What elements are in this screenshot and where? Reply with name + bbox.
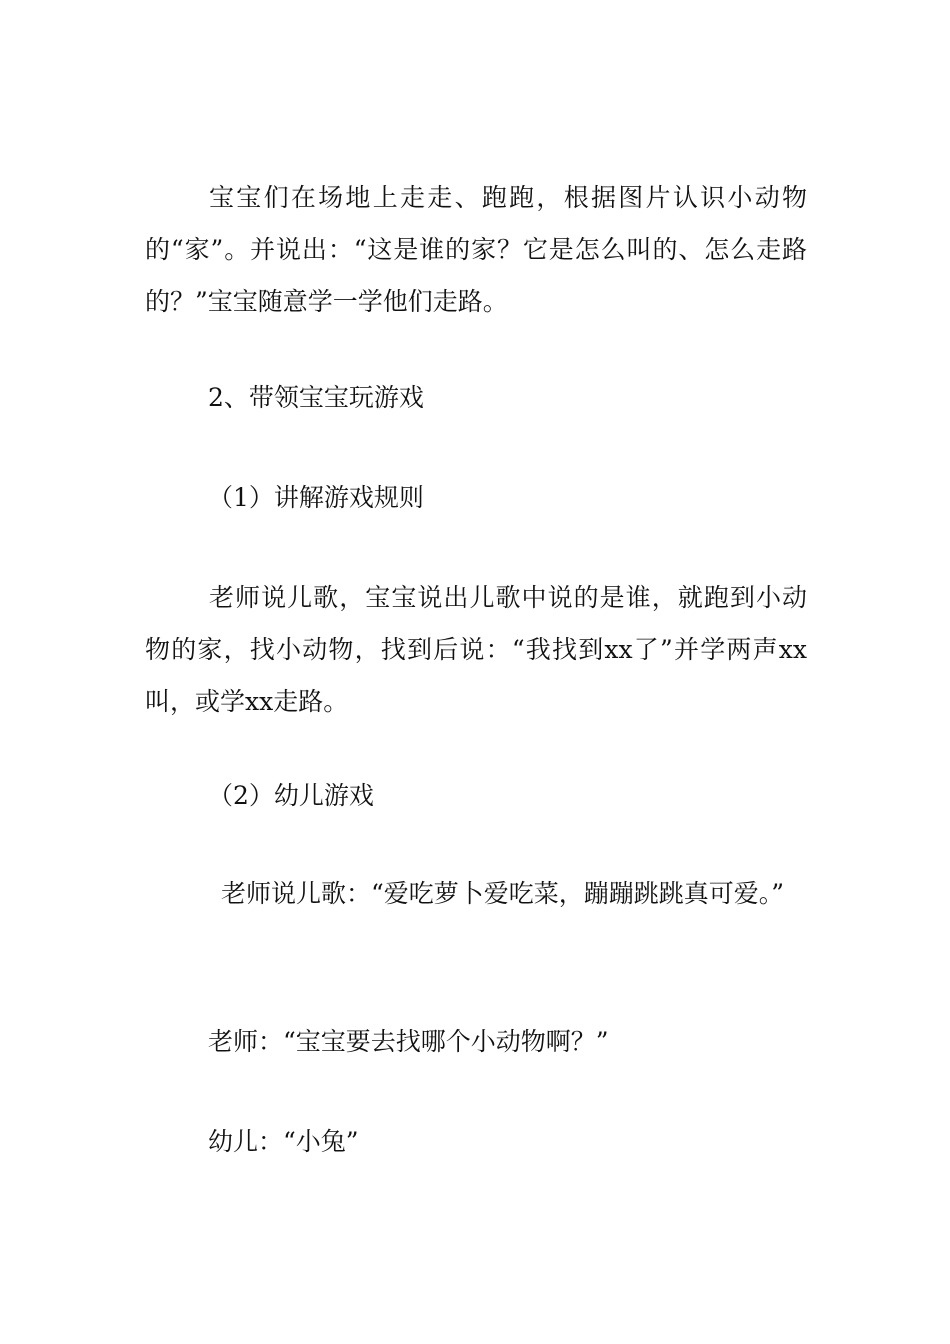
- heading-child-game: （2）幼儿游戏: [208, 781, 374, 810]
- paragraph-teacher-rhyme: 老师说儿歌：“爱吃萝卜爱吃菜，蹦蹦跳跳真可爱。”: [221, 879, 785, 908]
- heading-lead-game: 2、带领宝宝玩游戏: [208, 383, 424, 412]
- paragraph-teacher-question: 老师：“宝宝要去找哪个小动物啊？”: [208, 1027, 609, 1056]
- heading-explain-rules: （1）讲解游戏规则: [208, 483, 424, 512]
- paragraph-child-answer: 幼儿：“小兔”: [208, 1127, 359, 1156]
- paragraph-activity-intro: 宝宝们在场地上走走、跑跑，根据图片认识小动物的“家”。并说出：“这是谁的家？它是怎么叫的、怎么走路的？”宝宝随意学一学他们走路。: [145, 183, 807, 316]
- paragraph-game-rules: 老师说儿歌，宝宝说出儿歌中说的是谁，就跑到小动物的家，找小动物，找到后说：“我找到xx了”并学两声xx叫，或学xx走路。: [145, 583, 807, 716]
